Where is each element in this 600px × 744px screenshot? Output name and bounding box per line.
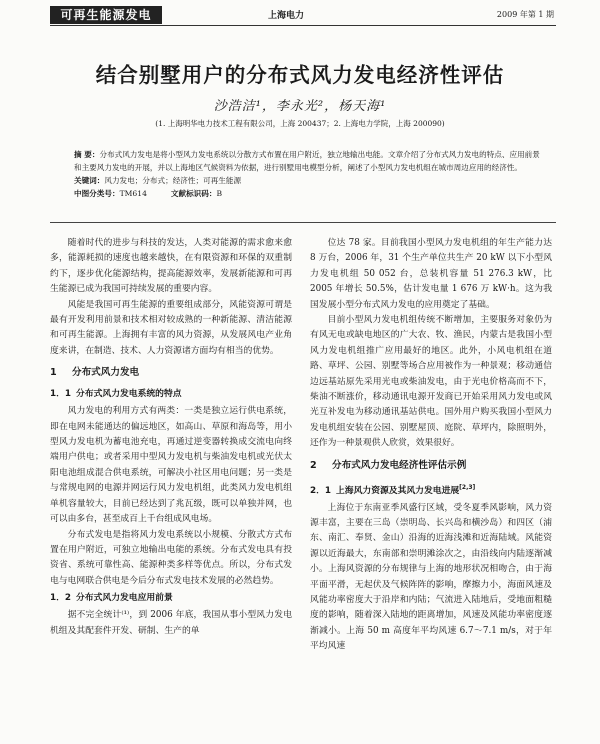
classification-line: [74, 187, 546, 200]
section-1-2-title: 分布式风力发电应用前景: [76, 593, 173, 604]
section-2-title: 分布式风力发电经济性评估示例: [332, 459, 467, 471]
section-2-1-paragraph-1: 上海位于东南亚季风盛行区域，受冬夏季风影响，风力资源丰富，主要在三岛（崇明岛、长兴岛和横沙岛）和四区（浦东、南汇、奉贤、金山）沿海的近海浅滩和近海陆域。风能资源以近海最大，东南部和崇明滩涂次之，由沿线向内陆逐渐减小。上海风资源的分布规律与上海的地形状况相吻合，由于海平面平滑，无起伏及气候阵阵的影响，摩擦力小，海面风速及风能功率密度大于沿岸和内陆；气流进入陆地后，受地面粗糙度的影响，随着深入陆地的距离增加，风速及风能功率密度逐渐减小。上海 50 m 高度年平均风速 6.7～7.1 m/s，对于年平均风速: [310, 502, 552, 652]
abstract-divider: [50, 222, 556, 223]
affiliation: (1. 上海明华电力技术工程有限公司，上海 200437；2. 上海电力学院，上海 200090): [155, 119, 445, 128]
journal-name: 上海电力: [268, 11, 305, 21]
section-1-1-number: 1．1: [50, 389, 72, 400]
keywords-label: 关键词：: [74, 176, 105, 185]
right-column: [310, 236, 552, 655]
intro-paragraph-1: 随着时代的进步与科技的发达，人类对能源的需求愈来愈多，能源耗损的速度也越来越快，在有限资源和环保的双重制约下，逐步优化能源结构，提高能源效率，发展新能源和可再生能源已成为我国可持续发展的重要内容。: [50, 238, 292, 295]
issue-info: 2009 年第 1 期: [496, 10, 554, 19]
section-2-number: 2: [310, 459, 317, 471]
section-2-heading: [310, 458, 552, 474]
paper-title: 结合别墅用户的分布式风力发电经济性评估: [95, 63, 505, 87]
abstract-label: 摘 要：: [74, 150, 100, 159]
section-1-1-paragraph-1: 风力发电的利用方式有两类：一类是独立运行供电系统，即在电网未能通达的偏远地区，如高山、草原和海岛等，用小型风力发电机为蓄电池充电，再通过逆变器转换成交流电向终端用户供电；或者采用中型风力发电机与柴油发电机或光伏太阳电池组成混合供电系统，可解决小社区用电问题；另一类是与常规电网的电源并网运行风力发电机组，此类风力发电机组单机容量较大，目前已经达到了兆瓦级，既可以单独并网，也可以由多台，甚至成百上千台组成风电场。: [50, 406, 292, 525]
right-paragraph-2: 目前小型风力发电机组传统不断增加，主要服务对象仍为有风无电或缺电地区的广大农、牧、渔民，内蒙古是我国小型风力发电机组推广应用最好的地区。此外，小风电机组在道路、草坪、公园、别墅等场合应用被作为一种景观；移动通信边远基站原先采用光电或柴油发电，由于光电价格高而不下，柴油不断涨价，移动通讯电源开发商已开始采用风力发电或风光互补发电为移动通讯基站供电。国外用户购买我国小型风力发电机组安装在公园、别墅屋顶、庭院、草坪内，除照明外，还作为一种景观供人欣赏，效果很好。: [310, 315, 552, 449]
abstract: [74, 148, 546, 174]
abstract-text: 分布式风力发电是将小型风力发电系统以分散方式布置在用户附近，独立地输出电能。文章介绍了分布式风力发电的特点、应用前景和主要风力发电的开展，并以上海地区气候资料为依据，进行别墅用电模型分析，阐述了小型风力发电机组在城市周边应用的经济性。: [74, 150, 540, 172]
section-1-heading: [50, 365, 292, 381]
section-1-title: 分布式风力发电: [72, 367, 140, 379]
section-1-1-paragraph-2: 分布式发电是指将风力发电系统以小规模、分散式方式布置在用户附近，可独立地输出电能的系统。分布式发电具有投资省、系统可靠性高、能源种类多样等优点。所以，分布式发电与电网联合供电是今后分布式发电技术发展的必然趋势。: [50, 529, 292, 586]
header-divider: [50, 25, 556, 26]
section-2-1-heading: [310, 480, 552, 499]
clc-label: 中图分类号：: [74, 189, 120, 198]
left-column: [50, 236, 292, 639]
section-1-1-title: 分布式风力发电系统的特点: [76, 389, 182, 400]
section-1-number: 1: [50, 367, 57, 379]
intro-paragraph-2: 风能是我国可再生能源的重要组成部分，风能资源可谓是最有开发利用前景和技术相对较成熟的一种新能源、清洁能源和可再生能源。上海拥有丰富的风力资源，从发展风电产业角度来讲，在制造、技术、人力资源诸方面均有相当的优势。: [50, 299, 292, 356]
doc-code: B: [216, 189, 223, 198]
page-header: [0, 0, 600, 26]
section-tag: 可再生能源发电: [50, 6, 162, 24]
authors: 沙浩洁¹，李永光²，杨天海¹: [213, 99, 387, 114]
abstract-block: [74, 148, 546, 200]
clc-code: TM614: [119, 189, 147, 198]
section-1-2-paragraph-1: 据不完全统计⁽¹⁾，到 2006 年底，我国从事小型风力发电机组及其配套件开发、研制、生产的单: [50, 610, 292, 636]
section-2-1-title: 上海风力资源及其风力发电进展: [336, 485, 460, 496]
keywords-line: [74, 174, 546, 187]
doc-code-label: 文献标识码：: [170, 189, 217, 198]
section-1-2-number: 1．2: [50, 593, 72, 604]
section-2-1-number: 2．1: [310, 485, 332, 496]
section-1-1-heading: [50, 387, 292, 402]
keywords: 风力发电；分布式；经济性；可再生能源: [104, 176, 242, 185]
section-2-1-reference: [2,3]: [459, 483, 476, 491]
right-paragraph-1: 位达 78 家。目前我国小型风力发电机组的年生产能力达 8 万台，2006 年，31 个生产单位共生产 20 kW 以下小型风力发电机组 50 052 台，总装机容量 51 276.3 kW，比 2005 年增长 50.5%，估计发电量 1 676 万 kW·h。这为我国发展小型分布式风力发电的应用奠定了基础。: [310, 238, 552, 310]
section-1-2-heading: [50, 591, 292, 606]
